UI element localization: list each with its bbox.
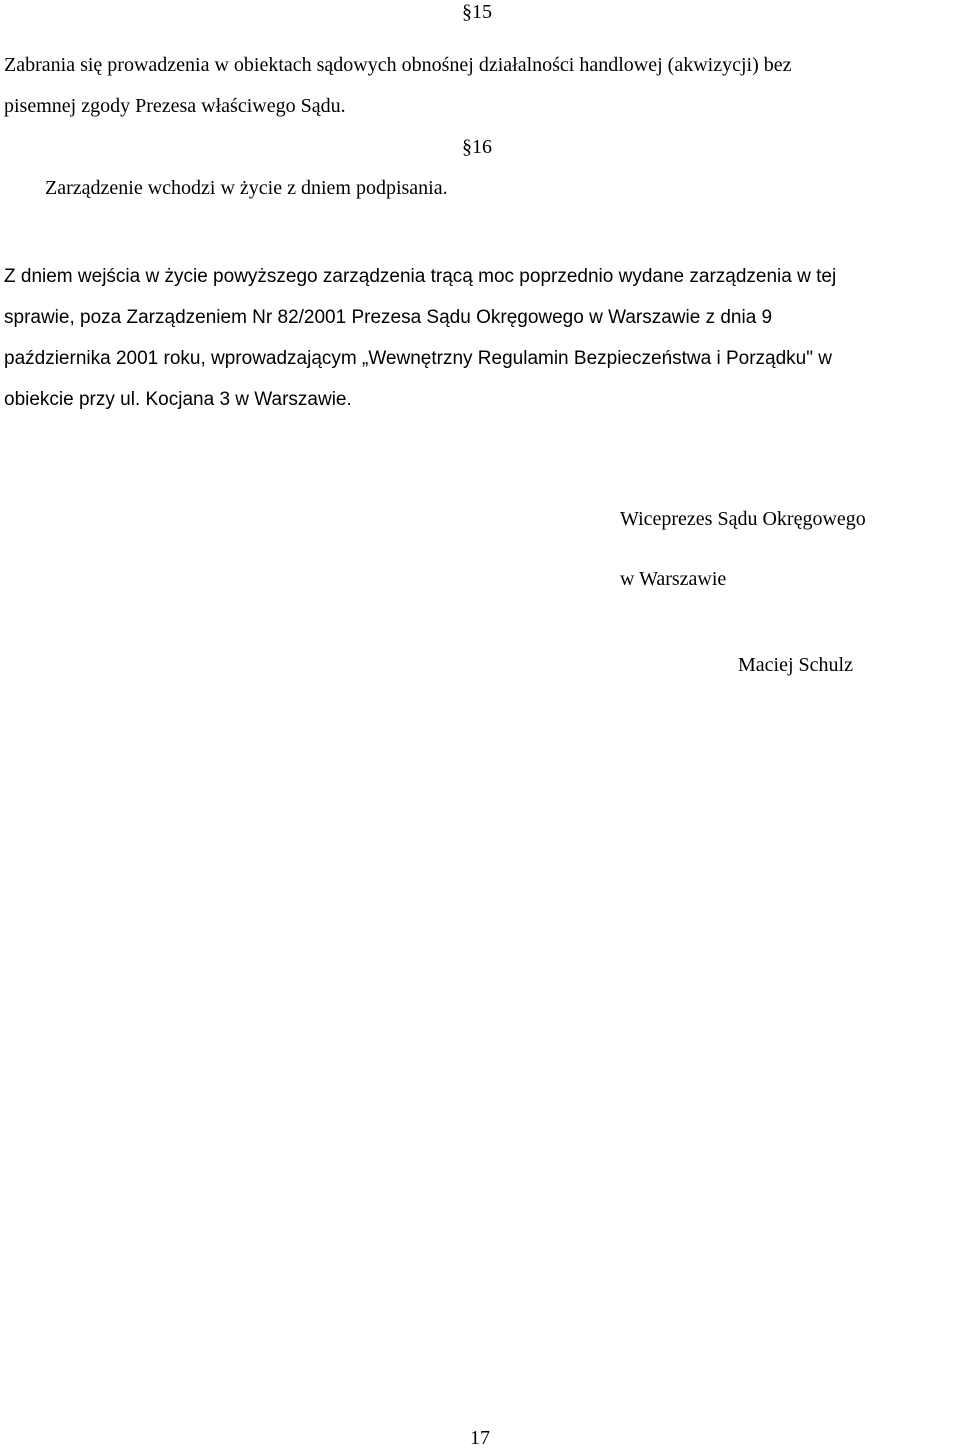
section-16-marker: §16 — [462, 136, 492, 158]
signature-name: Maciej Schulz — [738, 654, 853, 676]
section-15-marker: §15 — [462, 1, 492, 23]
page-number: 17 — [470, 1427, 490, 1449]
closing-paragraph-line-3: października 2001 roku, wprowadzającym „Wewnętrzny Regulamin Bezpieczeństwa i Porządku" w — [4, 348, 832, 369]
closing-paragraph-line-2: sprawie, poza Zarządzeniem Nr 82/2001 Prezesa Sądu Okręgowego w Warszawie z dnia 9 — [4, 307, 773, 328]
closing-paragraph-line-4: obiekcie przy ul. Kocjana 3 w Warszawie. — [4, 389, 352, 410]
signature-city: w Warszawie — [620, 568, 727, 590]
paragraph-16: Zarządzenie wchodzi w życie z dniem podpisania. — [45, 177, 448, 199]
closing-paragraph — [4, 256, 959, 420]
paragraph-15-line-1: Zabrania się prowadzenia w obiektach sądowych obnośnej działalności handlowej (akwizycji) bez — [4, 54, 792, 76]
closing-paragraph-line-1: Z dniem wejścia w życie powyższego zarządzenia trącą moc poprzednio wydane zarządzenia w tej — [4, 266, 837, 287]
paragraph-15-line-2: pisemnej zgody Prezesa właściwego Sądu. — [4, 95, 346, 117]
signature-title: Wiceprezes Sądu Okręgowego — [620, 508, 866, 530]
